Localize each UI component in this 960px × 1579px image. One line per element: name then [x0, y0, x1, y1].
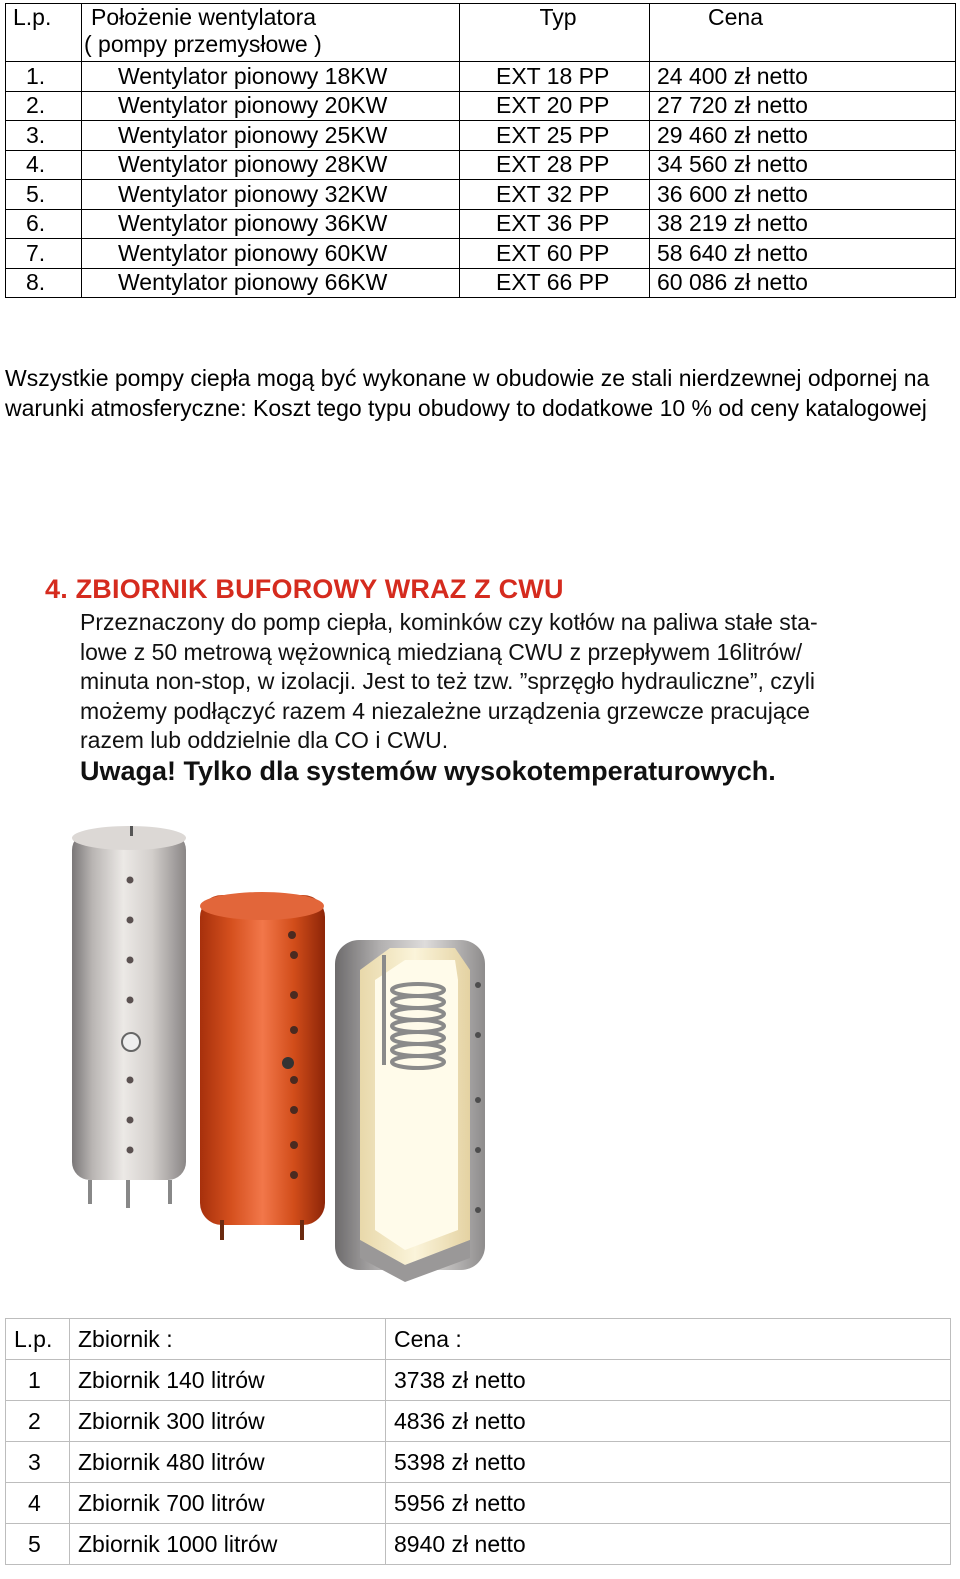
table-row	[6, 209, 956, 239]
row-price: 5398 zł netto	[386, 1442, 951, 1483]
table-row	[6, 91, 956, 121]
row-name: Wentylator pionowy 60KW	[82, 239, 460, 269]
row-lp: 6.	[6, 209, 82, 239]
row-lp: 5.	[6, 180, 82, 210]
row-lp: 2	[6, 1401, 70, 1442]
header-position-line1: Położenie wentylatora	[91, 4, 317, 30]
row-tank: Zbiornik 140 litrów	[70, 1360, 386, 1401]
row-tank: Zbiornik 700 litrów	[70, 1483, 386, 1524]
row-tank: Zbiornik 480 litrów	[70, 1442, 386, 1483]
row-price: 29 460 zł netto	[650, 121, 956, 151]
row-price: 27 720 zł netto	[650, 91, 956, 121]
row-lp: 5	[6, 1524, 70, 1565]
row-name: Wentylator pionowy 28KW	[82, 150, 460, 180]
section-description	[80, 608, 920, 756]
table-row	[6, 121, 956, 151]
header-position	[82, 4, 460, 62]
row-type: EXT 60 PP	[460, 239, 650, 269]
row-lp: 2.	[6, 91, 82, 121]
table-row	[6, 1401, 951, 1442]
fans-price-table	[5, 3, 956, 298]
tanks-price-table	[5, 1318, 951, 1565]
row-type: EXT 36 PP	[460, 209, 650, 239]
buffer-tanks-image	[60, 820, 500, 1300]
fans-table-header	[6, 4, 956, 62]
table-row	[6, 268, 956, 298]
table-row	[6, 62, 956, 92]
section-warning: Uwaga! Tylko dla systemów wysokotemperaturowych.	[80, 756, 776, 786]
row-name: Wentylator pionowy 36KW	[82, 209, 460, 239]
grey-tank	[72, 826, 186, 1208]
section-title: 4. ZBIORNIK BUFOROWY WRAZ Z CWU	[45, 574, 564, 604]
row-tank: Zbiornik 1000 litrów	[70, 1524, 386, 1565]
header-type: Typ	[460, 4, 650, 62]
table-row	[6, 1360, 951, 1401]
row-lp: 4.	[6, 150, 82, 180]
table-row	[6, 180, 956, 210]
row-price: 60 086 zł netto	[650, 268, 956, 298]
row-type: EXT 25 PP	[460, 121, 650, 151]
row-price: 34 560 zł netto	[650, 150, 956, 180]
row-lp: 1	[6, 1360, 70, 1401]
row-type: EXT 32 PP	[460, 180, 650, 210]
row-type: EXT 66 PP	[460, 268, 650, 298]
header-price: Cena :	[386, 1319, 951, 1360]
table-row	[6, 239, 956, 269]
row-price: 38 219 zł netto	[650, 209, 956, 239]
description-line: minuta non-stop, w izolacji. Jest to też tzw. ”sprzęgło hydrauliczne”, czyli	[80, 668, 816, 694]
row-name: Wentylator pionowy 32KW	[82, 180, 460, 210]
cutaway-tank	[335, 940, 485, 1282]
row-tank: Zbiornik 300 litrów	[70, 1401, 386, 1442]
row-name: Wentylator pionowy 18KW	[82, 62, 460, 92]
table-row	[6, 150, 956, 180]
header-position-line2: ( pompy przemysłowe )	[84, 31, 322, 57]
stainless-housing-note: Wszystkie pompy ciepła mogą być wykonane w obudowie ze stali nierdzewnej odpornej na warunki atmosferyczne: Koszt tego typu obudowy to dodatkowe 10 % od ceny katalogowej	[5, 365, 930, 421]
row-lp: 1.	[6, 62, 82, 92]
row-lp: 8.	[6, 268, 82, 298]
header-tank: Zbiornik :	[70, 1319, 386, 1360]
header-lp: L.p.	[6, 4, 82, 62]
description-line: razem lub oddzielnie dla CO i CWU.	[80, 727, 449, 753]
row-price: 5956 zł netto	[386, 1483, 951, 1524]
description-line: lowe z 50 metrową wężownicą miedzianą CWU z przepływem 16litrów/	[80, 638, 803, 665]
row-type: EXT 20 PP	[460, 91, 650, 121]
tanks-table-header	[6, 1319, 951, 1360]
table-row	[6, 1524, 951, 1565]
row-price: 4836 zł netto	[386, 1401, 951, 1442]
row-type: EXT 18 PP	[460, 62, 650, 92]
row-price: 24 400 zł netto	[650, 62, 956, 92]
row-name: Wentylator pionowy 20KW	[82, 91, 460, 121]
row-name: Wentylator pionowy 66KW	[82, 268, 460, 298]
row-price: 8940 zł netto	[386, 1524, 951, 1565]
row-lp: 4	[6, 1483, 70, 1524]
row-price: 36 600 zł netto	[650, 180, 956, 210]
description-line: możemy podłączyć razem 4 niezależne urządzenia grzewcze pracujące	[80, 697, 810, 724]
row-type: EXT 28 PP	[460, 150, 650, 180]
row-price: 58 640 zł netto	[650, 239, 956, 269]
row-lp: 3.	[6, 121, 82, 151]
header-price: Cena	[650, 4, 956, 62]
row-lp: 7.	[6, 239, 82, 269]
description-line: Przeznaczony do pomp ciepła, kominków czy kotłów na paliwa stałe sta-	[80, 609, 818, 635]
table-row	[6, 1483, 951, 1524]
header-lp: L.p.	[6, 1319, 70, 1360]
row-price: 3738 zł netto	[386, 1360, 951, 1401]
orange-tank	[200, 892, 325, 1240]
table-row	[6, 1442, 951, 1483]
row-name: Wentylator pionowy 25KW	[82, 121, 460, 151]
row-lp: 3	[6, 1442, 70, 1483]
